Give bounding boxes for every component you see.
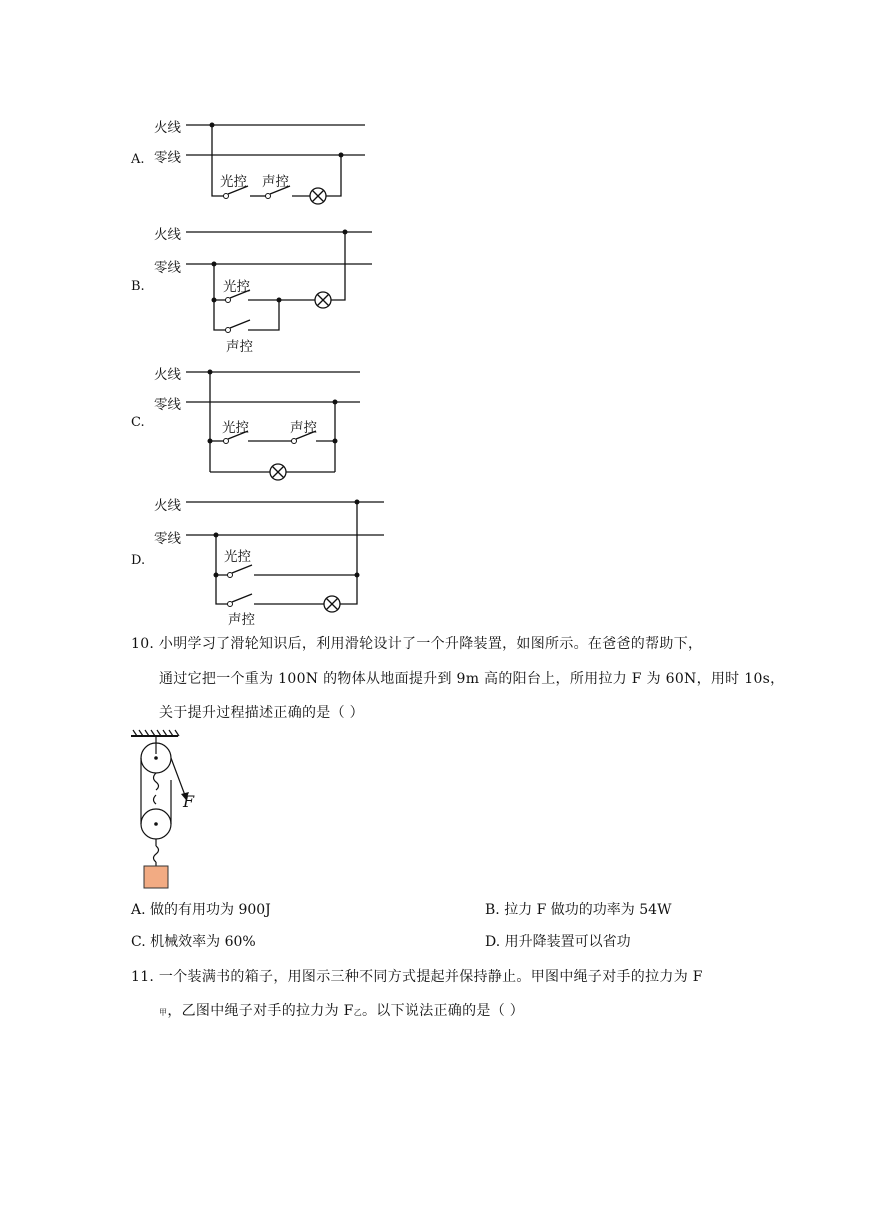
- q10-line-1: 10. 小明学习了滑轮知识后，利用滑轮设计了一个升降装置，如图所示。在爸爸的帮助下，: [131, 636, 703, 652]
- q11-subscript-jia: 甲: [159, 1008, 168, 1017]
- option-c-label: C.: [131, 415, 145, 430]
- live-wire-label: 火线: [154, 120, 181, 136]
- neutral-wire-label: 零线: [154, 260, 181, 276]
- light-switch-label: 光控: [224, 549, 251, 565]
- circuit-d: [150, 490, 390, 628]
- light-switch-label: 光控: [222, 420, 249, 436]
- neutral-wire-label: 零线: [154, 531, 181, 547]
- q11-line-1: 11. 一个装满书的箱子，用图示三种不同方式提起并保持静止。甲图中绳子对手的拉力为 F: [131, 969, 703, 985]
- neutral-wire-label: 零线: [154, 150, 181, 166]
- option-b-label: B.: [131, 279, 145, 294]
- option-a-label: A.: [131, 152, 145, 167]
- circuit-a: [150, 108, 380, 208]
- q10-line-2: 通过它把一个重为 100N 的物体从地面提升到 9m 高的阳台上，所用拉力 F 为 60N，用时 10s，: [159, 671, 785, 687]
- live-wire-label: 火线: [154, 367, 181, 383]
- circuit-a-diagram: [150, 108, 380, 208]
- circuit-b-diagram: [150, 218, 380, 358]
- q10-choice-d[interactable]: D. 用升降装置可以省功: [485, 934, 631, 950]
- q11-subscript-yi: 乙: [353, 1008, 362, 1017]
- force-label: F: [183, 792, 195, 811]
- sound-switch-label: 声控: [226, 339, 253, 355]
- light-switch-label: 光控: [223, 279, 250, 295]
- q10-line-3: 关于提升过程描述正确的是（ ）: [159, 705, 364, 721]
- circuit-c: [150, 358, 380, 486]
- sound-switch-label: 声控: [290, 420, 317, 436]
- pulley-diagram: [128, 728, 208, 893]
- pulley-figure: [128, 728, 208, 893]
- circuit-c-diagram: [150, 358, 380, 486]
- light-switch-label: 光控: [220, 174, 247, 190]
- q10-choice-c[interactable]: C. 机械效率为 60%: [131, 934, 256, 950]
- sound-switch-label: 声控: [228, 612, 255, 628]
- sound-switch-label: 声控: [262, 174, 289, 190]
- q10-choice-a[interactable]: A. 做的有用功为 900J: [131, 902, 271, 918]
- q11-line-2-end: 。以下说法正确的是（ ）: [362, 1003, 525, 1019]
- circuit-b: [150, 218, 380, 358]
- option-d-label: D.: [131, 553, 146, 568]
- q11-line-2-mid: ，乙图中绳子对手的拉力为 F: [167, 1003, 354, 1019]
- q10-choice-b[interactable]: B. 拉力 F 做功的功率为 54W: [485, 902, 672, 918]
- live-wire-label: 火线: [154, 227, 181, 243]
- q11-line-2: [159, 995, 524, 1029]
- live-wire-label: 火线: [154, 498, 181, 514]
- circuit-d-diagram: [150, 490, 390, 625]
- neutral-wire-label: 零线: [154, 397, 181, 413]
